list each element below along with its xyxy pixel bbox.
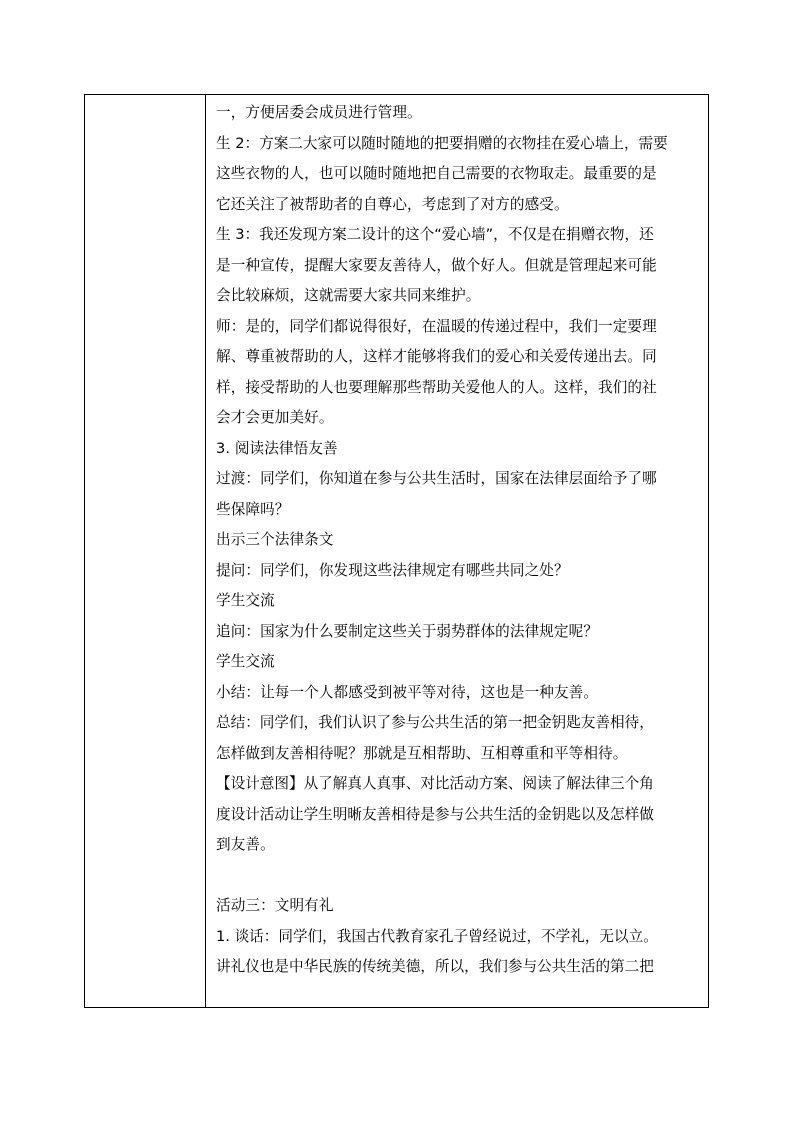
text-line: 会比较麻烦，这就需要大家共同来维护。 <box>216 287 481 304</box>
section-heading: 3. 阅读法律悟友善 <box>216 439 338 457</box>
text-line: 1. 谈话：同学们，我国古代教育家孔子曾经说过，不学礼，无以立。 <box>216 927 658 945</box>
text-line: 提问：同学们，你发现这些法律规定有哪些共同之处？ <box>216 561 569 579</box>
blank-line <box>216 861 704 892</box>
text-line: 小结：让每一个人都感受到被平等对待，这也是一种友善。 <box>216 683 599 701</box>
text-line: 生 2：方案二大家可以随时随地的把要捐赠的衣物挂在爱心墙上，需要 <box>216 134 668 152</box>
text-line: 师：是的，同学们都说得很好，在温暖的传递过程中，我们一定要理 <box>216 317 657 335</box>
text-line: 一，方便居委会成员进行管理。 <box>216 104 422 121</box>
text-line: 出示三个法律条文 <box>216 531 334 548</box>
text-line: 是一种宣传，提醒大家要友善待人，做个好人。但就是管理起来可能 <box>216 256 657 274</box>
text-line: 些保障吗？ <box>216 500 290 518</box>
design-intent-line: 【设计意图】从了解真人真事、对比活动方案、阅读了解法律三个角 <box>216 775 654 792</box>
text-line: 解、尊重被帮助的人，这样才能够将我们的爱心和关爱传递出去。同 <box>216 348 657 365</box>
content-cell <box>216 98 704 983</box>
text-line: 学生交流 <box>216 653 275 670</box>
activity-heading: 活动三：文明有礼 <box>216 897 334 914</box>
text-line: 学生交流 <box>216 592 275 609</box>
text-line: 怎样做到友善相待呢？那就是互相帮助、互相尊重和平等相待。 <box>216 744 628 762</box>
text-line: 它还关注了被帮助者的自尊心，考虑到了对方的感受。 <box>216 195 569 213</box>
lesson-plan-table <box>84 94 709 1008</box>
text-line: 总结：同学们，我们认识了参与公共生活的第一把金钥匙友善相待， <box>216 714 654 731</box>
text-line: 生 3：我还发现方案二设计的这个“爱心墙”，不仅是在捐赠衣物，还 <box>216 226 654 243</box>
design-intent-line: 到友善。 <box>216 836 275 853</box>
left-column-cell <box>85 95 206 1007</box>
text-line: 这些衣物的人，也可以随时随地把自己需要的衣物取走。最重要的是 <box>216 165 657 182</box>
text-line: 样，接受帮助的人也要理解那些帮助关爱他人的人。这样，我们的社 <box>216 378 657 396</box>
text-line: 追问：国家为什么要制定这些关于弱势群体的法律规定呢？ <box>216 622 599 640</box>
text-line: 讲礼仪也是中华民族的传统美德，所以，我们参与公共生活的第二把 <box>216 958 654 975</box>
text-line: 过渡：同学们，你知道在参与公共生活时，国家在法律层面给予了哪 <box>216 470 657 487</box>
design-intent-line: 度设计活动让学生明晰友善相待是参与公共生活的金钥匙以及怎样做 <box>216 805 654 823</box>
text-line: 会才会更加美好。 <box>216 409 334 426</box>
